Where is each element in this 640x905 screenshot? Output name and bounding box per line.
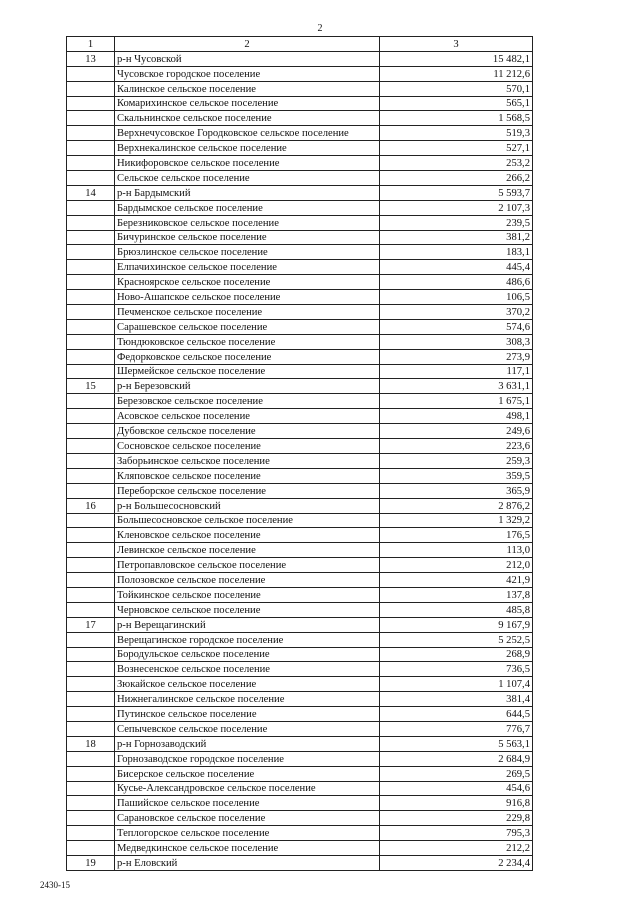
table-row (67, 855, 533, 870)
row-name: Ново-Ашапское сельское поселение (115, 290, 380, 305)
page-number: 2 (317, 23, 323, 34)
row-name: р-н Горнозаводский (115, 736, 380, 751)
table-row (67, 573, 533, 588)
row-name: Верещагинское городское поселение (115, 632, 380, 647)
row-value: 1 675,1 (380, 394, 533, 409)
table-row (67, 51, 533, 66)
row-value: 421,9 (380, 573, 533, 588)
row-value: 1 329,2 (380, 513, 533, 528)
row-name: Брюзлинское сельское поселение (115, 245, 380, 260)
table-row (67, 230, 533, 245)
table-row (67, 587, 533, 602)
row-number (67, 781, 115, 796)
row-value: 137,8 (380, 587, 533, 602)
row-value: 268,9 (380, 647, 533, 662)
row-value: 486,6 (380, 275, 533, 290)
row-value: 249,6 (380, 424, 533, 439)
row-name: Зюкайское сельское поселение (115, 677, 380, 692)
row-value: 381,4 (380, 692, 533, 707)
table-row (67, 647, 533, 662)
table-row (67, 677, 533, 692)
table-row (67, 498, 533, 513)
table-row (67, 126, 533, 141)
row-name: р-н Чусовской (115, 51, 380, 66)
row-name: р-н Еловский (115, 855, 380, 870)
row-value: 3 631,1 (380, 379, 533, 394)
table-row (67, 319, 533, 334)
row-value: 916,8 (380, 796, 533, 811)
row-value: 308,3 (380, 334, 533, 349)
row-value: 776,7 (380, 721, 533, 736)
row-name: Горнозаводское городское поселение (115, 751, 380, 766)
row-value: 5 563,1 (380, 736, 533, 751)
table-row (67, 81, 533, 96)
row-value: 253,2 (380, 156, 533, 171)
row-name: Бисерское сельское поселение (115, 766, 380, 781)
table-row (67, 275, 533, 290)
table-row (67, 632, 533, 647)
row-name: Березовское сельское поселение (115, 394, 380, 409)
table-row (67, 305, 533, 320)
row-number (67, 692, 115, 707)
row-name: Полозовское сельское поселение (115, 573, 380, 588)
table-row (67, 826, 533, 841)
row-value: 795,3 (380, 826, 533, 841)
table-row (67, 96, 533, 111)
row-name: Тойкинское сельское поселение (115, 587, 380, 602)
row-number (67, 275, 115, 290)
row-name: Путинское сельское поселение (115, 707, 380, 722)
row-name: Елпачихинское сельское поселение (115, 260, 380, 275)
row-value: 5 252,5 (380, 632, 533, 647)
row-number (67, 677, 115, 692)
row-value: 183,1 (380, 245, 533, 260)
row-number (67, 766, 115, 781)
row-value: 2 107,3 (380, 200, 533, 215)
row-number: 16 (67, 498, 115, 513)
table-row (67, 141, 533, 156)
table-row (67, 841, 533, 856)
row-value: 113,0 (380, 543, 533, 558)
row-value: 1 107,4 (380, 677, 533, 692)
table-row (67, 66, 533, 81)
row-number (67, 200, 115, 215)
row-number (67, 66, 115, 81)
row-value: 266,2 (380, 171, 533, 186)
row-number (67, 528, 115, 543)
row-number (67, 826, 115, 841)
row-value: 736,5 (380, 662, 533, 677)
row-value: 485,8 (380, 602, 533, 617)
row-number (67, 156, 115, 171)
row-name: Медведкинское сельское поселение (115, 841, 380, 856)
row-number (67, 513, 115, 528)
row-name: Кленовское сельское поселение (115, 528, 380, 543)
table-row (67, 453, 533, 468)
table-row (67, 662, 533, 677)
row-value: 574,6 (380, 319, 533, 334)
row-number (67, 602, 115, 617)
table-row (67, 468, 533, 483)
table-row (67, 424, 533, 439)
row-name: Верхнекалинское сельское поселение (115, 141, 380, 156)
row-value: 445,4 (380, 260, 533, 275)
row-name: р-н Бардымский (115, 185, 380, 200)
row-number (67, 349, 115, 364)
row-name: Большесосновское сельское поселение (115, 513, 380, 528)
row-value: 15 482,1 (380, 51, 533, 66)
row-number: 14 (67, 185, 115, 200)
row-number (67, 364, 115, 379)
header-col-3: 3 (380, 37, 533, 52)
row-name: р-н Большесосновский (115, 498, 380, 513)
row-name: р-н Березовский (115, 379, 380, 394)
table-row (67, 483, 533, 498)
table-row (67, 111, 533, 126)
row-number: 18 (67, 736, 115, 751)
row-value: 2 684,9 (380, 751, 533, 766)
header-col-1: 1 (67, 37, 115, 52)
row-value: 498,1 (380, 409, 533, 424)
row-value: 239,5 (380, 215, 533, 230)
row-number (67, 394, 115, 409)
table-row (67, 528, 533, 543)
table-row (67, 394, 533, 409)
row-number (67, 573, 115, 588)
row-name: Заборьинское сельское поселение (115, 453, 380, 468)
table-row (67, 781, 533, 796)
row-value: 2 876,2 (380, 498, 533, 513)
row-name: Сарановское сельское поселение (115, 811, 380, 826)
row-number (67, 305, 115, 320)
row-name: Бородульское сельское поселение (115, 647, 380, 662)
row-name: р-н Верещагинский (115, 617, 380, 632)
table-row (67, 260, 533, 275)
row-number (67, 811, 115, 826)
row-value: 1 568,5 (380, 111, 533, 126)
row-name: Березниковское сельское поселение (115, 215, 380, 230)
table-row (67, 334, 533, 349)
row-name: Вознесенское сельское поселение (115, 662, 380, 677)
row-value: 527,1 (380, 141, 533, 156)
row-number (67, 141, 115, 156)
row-number (67, 171, 115, 186)
row-value: 370,2 (380, 305, 533, 320)
row-number (67, 796, 115, 811)
row-number (67, 111, 115, 126)
table-row (67, 811, 533, 826)
row-value: 259,3 (380, 453, 533, 468)
document-code: 2430-15 (40, 880, 70, 890)
table-row (67, 171, 533, 186)
row-name: Теплогорское сельское поселение (115, 826, 380, 841)
row-value: 519,3 (380, 126, 533, 141)
row-number: 17 (67, 617, 115, 632)
row-name: Тюндюковское сельское поселение (115, 334, 380, 349)
row-number (67, 290, 115, 305)
row-value: 212,2 (380, 841, 533, 856)
row-name: Никифоровское сельское поселение (115, 156, 380, 171)
table-row (67, 721, 533, 736)
row-name: Печменское сельское поселение (115, 305, 380, 320)
row-name: Дубовское сельское поселение (115, 424, 380, 439)
table-row (67, 245, 533, 260)
row-name: Бардымское сельское поселение (115, 200, 380, 215)
row-value: 223,6 (380, 439, 533, 454)
table-row (67, 156, 533, 171)
row-number (67, 558, 115, 573)
row-number (67, 453, 115, 468)
row-number: 19 (67, 855, 115, 870)
row-value: 273,9 (380, 349, 533, 364)
row-value: 365,9 (380, 483, 533, 498)
row-number (67, 721, 115, 736)
table-row (67, 379, 533, 394)
budget-table (66, 36, 533, 871)
table-row (67, 543, 533, 558)
table-header-row (67, 37, 533, 52)
row-number (67, 468, 115, 483)
row-value: 269,5 (380, 766, 533, 781)
row-number: 13 (67, 51, 115, 66)
row-name: Асовское сельское поселение (115, 409, 380, 424)
row-number (67, 662, 115, 677)
row-value: 9 167,9 (380, 617, 533, 632)
row-name: Петропавловское сельское поселение (115, 558, 380, 573)
row-value: 359,5 (380, 468, 533, 483)
table-row (67, 215, 533, 230)
table-row (67, 200, 533, 215)
row-value: 5 593,7 (380, 185, 533, 200)
table-row (67, 290, 533, 305)
row-name: Кляповское сельское поселение (115, 468, 380, 483)
row-name: Нижнегалинское сельское поселение (115, 692, 380, 707)
row-name: Комарихинское сельское поселение (115, 96, 380, 111)
row-name: Сосновское сельское поселение (115, 439, 380, 454)
row-number (67, 543, 115, 558)
row-number (67, 81, 115, 96)
table-row (67, 617, 533, 632)
row-number: 15 (67, 379, 115, 394)
row-number (67, 647, 115, 662)
row-number (67, 245, 115, 260)
row-number (67, 707, 115, 722)
table-row (67, 736, 533, 751)
row-value: 565,1 (380, 96, 533, 111)
row-name: Пашийское сельское поселение (115, 796, 380, 811)
row-value: 454,6 (380, 781, 533, 796)
row-number (67, 126, 115, 141)
row-name: Верхнечусовское Городковское сельское поселение (115, 126, 380, 141)
table-row (67, 602, 533, 617)
table-row (67, 558, 533, 573)
header-col-2: 2 (115, 37, 380, 52)
row-name: Сепычевское сельское поселение (115, 721, 380, 736)
row-value: 117,1 (380, 364, 533, 379)
row-name: Переборское сельское поселение (115, 483, 380, 498)
row-number (67, 439, 115, 454)
row-name: Чусовское городское поселение (115, 66, 380, 81)
table-row (67, 513, 533, 528)
row-number (67, 841, 115, 856)
row-number (67, 334, 115, 349)
table-row (67, 796, 533, 811)
table-row (67, 349, 533, 364)
row-value: 176,5 (380, 528, 533, 543)
row-number (67, 319, 115, 334)
row-name: Черновское сельское поселение (115, 602, 380, 617)
row-name: Сельское сельское поселение (115, 171, 380, 186)
row-value: 11 212,6 (380, 66, 533, 81)
table-row (67, 409, 533, 424)
row-name: Шермейское сельское поселение (115, 364, 380, 379)
row-name: Красноярское сельское поселение (115, 275, 380, 290)
row-number (67, 751, 115, 766)
row-name: Сарашевское сельское поселение (115, 319, 380, 334)
table-row (67, 364, 533, 379)
row-number (67, 260, 115, 275)
row-value: 644,5 (380, 707, 533, 722)
table-row (67, 692, 533, 707)
row-name: Федорковское сельское поселение (115, 349, 380, 364)
row-number (67, 230, 115, 245)
row-name: Левинское сельское поселение (115, 543, 380, 558)
row-value: 212,0 (380, 558, 533, 573)
row-value: 106,5 (380, 290, 533, 305)
row-name: Кусье-Александровское сельское поселение (115, 781, 380, 796)
row-number (67, 424, 115, 439)
table-row (67, 439, 533, 454)
row-value: 229,8 (380, 811, 533, 826)
row-number (67, 587, 115, 602)
row-name: Скальнинское сельское поселение (115, 111, 380, 126)
row-number (67, 483, 115, 498)
row-name: Бичуринское сельское поселение (115, 230, 380, 245)
table-row (67, 707, 533, 722)
row-number (67, 409, 115, 424)
row-value: 381,2 (380, 230, 533, 245)
row-value: 570,1 (380, 81, 533, 96)
row-number (67, 215, 115, 230)
row-value: 2 234,4 (380, 855, 533, 870)
table-row (67, 766, 533, 781)
row-number (67, 632, 115, 647)
row-name: Калинское сельское поселение (115, 81, 380, 96)
row-number (67, 96, 115, 111)
table-row (67, 185, 533, 200)
table-row (67, 751, 533, 766)
